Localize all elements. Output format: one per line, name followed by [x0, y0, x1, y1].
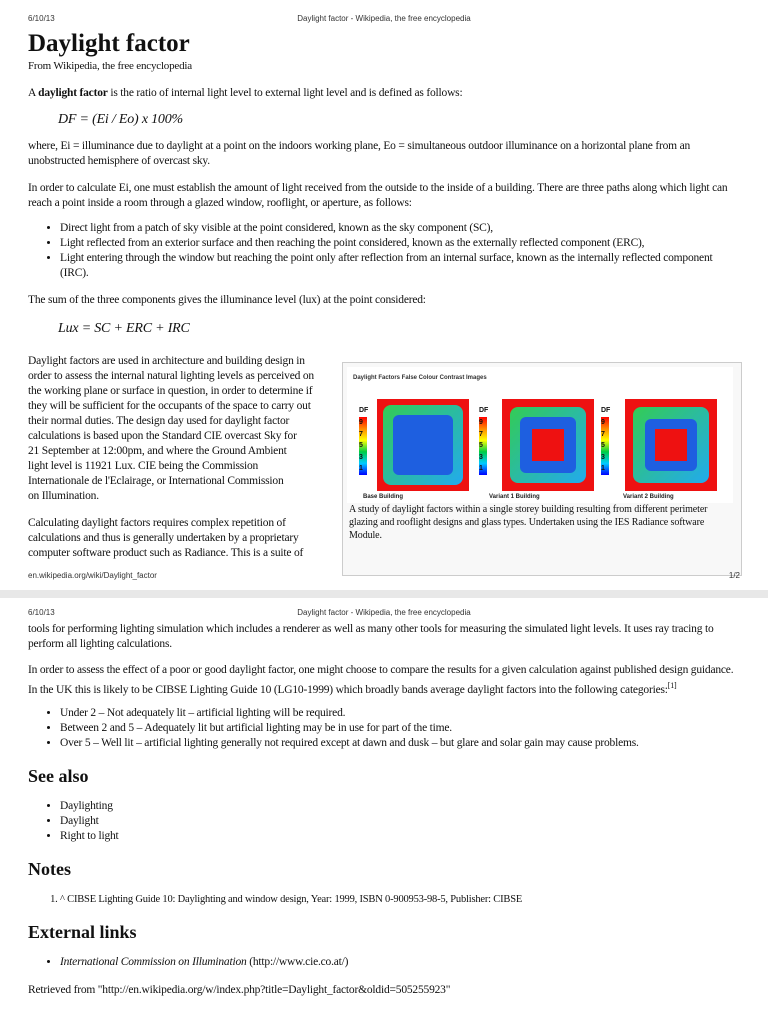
- list-item: • Under 2 – Not adequately lit – artificial lighting will be required.: [60, 706, 740, 721]
- df-legend: DF 9 7 5 3 1: [601, 407, 631, 487]
- footer-url: en.wikipedia.org/wiki/Daylight_factor: [28, 571, 157, 580]
- page-footer: [28, 571, 740, 580]
- print-date: 6/10/13: [28, 14, 55, 23]
- continued-paragraph: tools for performing lighting simulation which includes a renderer as well as many other tools for measuring the simulated light levels. It uses ray tracing to perform all lighting calculations.: [28, 623, 714, 650]
- see-also-list: [28, 799, 740, 844]
- calc-paragraph: In order to calculate Ei, one must establish the amount of light received from the outside to the inside of a building. There are three paths along which light can reach a point inside a room through a glazed window, rooflight, or aperture, as follows:: [28, 182, 728, 209]
- list-item: • Over 5 – Well lit – artificial lighting generally not required except at dawn and dusk – but glare and solar gain may cause problems.: [60, 736, 740, 751]
- figure-title: Daylight Factors False Colour Contrast Images: [353, 375, 487, 381]
- external-links-list: [28, 955, 740, 970]
- see-also-link[interactable]: • Daylighting: [60, 799, 740, 814]
- external-links-heading: External links: [28, 921, 137, 942]
- assess-paragraph: In order to assess the effect of a poor or good daylight factor, one might choose to compare the results for a given calculation against published design guidance. In the UK this is likely to be CIBSE Lighting Guide 10 (LG10-1999) which broadly bands average daylight factors into the following categories:[1]: [28, 664, 734, 696]
- print-date: 6/10/13: [28, 608, 55, 617]
- page-number: 1/2: [728, 571, 740, 580]
- formula-df: DF = (Ei / Eo) x 100%: [58, 112, 183, 127]
- page-break: [0, 590, 768, 598]
- formula-lux: Lux = SC + ERC + IRC: [58, 321, 190, 336]
- df-legend: DF 9 7 5 3 1: [359, 407, 389, 487]
- article-body-continued: [28, 622, 740, 998]
- where-paragraph: where, Ei = illuminance due to daylight at a point on the indoors working plane, Eo = simultaneous outdoor illuminance on a horizontal plane from an unobstructed hemisphere of overcast sky.: [28, 140, 691, 167]
- list-item: • Direct light from a patch of sky visible at the point considered, known as the sky component (SC),: [60, 221, 740, 236]
- notes-list: [28, 892, 740, 907]
- paths-list: [28, 221, 740, 281]
- usage-paragraph: Daylight factors are used in architecture and building design in order to assess the internal natural lighting levels as perceived on the working plane or surface in question, in order to determine if they will be sufficient for the occupants of the space to carry out their normal duties. The design day used for daylight factor calculations is based upon the Standard CIE overcast Sky for 21 September at 12:00pm, and where the Ground Ambient light level is 11921 Lux. CIE being the Commission Internationale de l'Eclairage, or International Commission on Illumination.: [28, 355, 314, 502]
- see-also-link[interactable]: • Daylight: [60, 814, 740, 829]
- page-title: Daylight factor: [28, 30, 190, 57]
- ref-link[interactable]: [1]: [667, 681, 677, 690]
- label-variant-1: Variant 1 Building: [489, 494, 540, 500]
- print-title: Daylight factor - Wikipedia, the free encyclopedia: [297, 14, 471, 23]
- figure-caption: A study of daylight factors within a single storey building resulting from different perimeter glazing and rooflight designs and glass types. Undertaken using the IES Radiance software Module.: [349, 504, 708, 541]
- false-colour-image: [347, 367, 733, 503]
- base-building-plot: [377, 399, 469, 491]
- print-title: Daylight factor - Wikipedia, the free encyclopedia: [297, 608, 471, 617]
- notes-heading: Notes: [28, 858, 71, 879]
- retrieved-from: Retrieved from "http://en.wikipedia.org/w/index.php?title=Daylight_factor&oldid=505255923": [28, 983, 451, 996]
- label-variant-2: Variant 2 Building: [623, 494, 674, 500]
- list-item: • Light entering through the window but reaching the point only after reflection from an internal surface, known as the internally reflected component (IRC).: [60, 251, 740, 281]
- external-link[interactable]: • International Commission on Illumination (http://www.cie.co.at/): [60, 955, 740, 970]
- see-also-link[interactable]: • Right to light: [60, 829, 740, 844]
- variant-2-plot: [625, 399, 717, 491]
- list-item: • Light reflected from an exterior surface and then reaching the point considered, known as the externally reflected component (ERC),: [60, 236, 740, 251]
- daylight-figure[interactable]: [342, 362, 742, 576]
- calc-software-paragraph: Calculating daylight factors requires complex repetition of calculations and thus is generally undertaken by a proprietary computer software product such as Radiance. This is a suite of: [28, 517, 304, 559]
- page-header: [28, 608, 740, 617]
- page-header: [28, 14, 740, 23]
- page-2: [0, 598, 768, 1024]
- sum-paragraph: The sum of the three components gives the illuminance level (lux) at the point considered:: [28, 294, 426, 306]
- note-item: 1. ^ CIBSE Lighting Guide 10: Daylighting and window design, Year: 1999, ISBN 0-900953-98-5, Publisher: CIBSE: [60, 892, 740, 907]
- df-legend: DF 9 7 5 3 1: [479, 407, 509, 487]
- page-subtitle: From Wikipedia, the free encyclopedia: [28, 60, 192, 72]
- label-base-building: Base Building: [363, 494, 404, 500]
- variant-1-plot: [502, 399, 594, 491]
- see-also-heading: See also: [28, 765, 89, 786]
- categories-list: [28, 706, 740, 751]
- list-item: • Between 2 and 5 – Adequately lit but artificial lighting may be in use for part of the time.: [60, 721, 740, 736]
- intro-paragraph: A daylight factor is the ratio of internal light level to external light level and is defined as follows:: [28, 87, 463, 99]
